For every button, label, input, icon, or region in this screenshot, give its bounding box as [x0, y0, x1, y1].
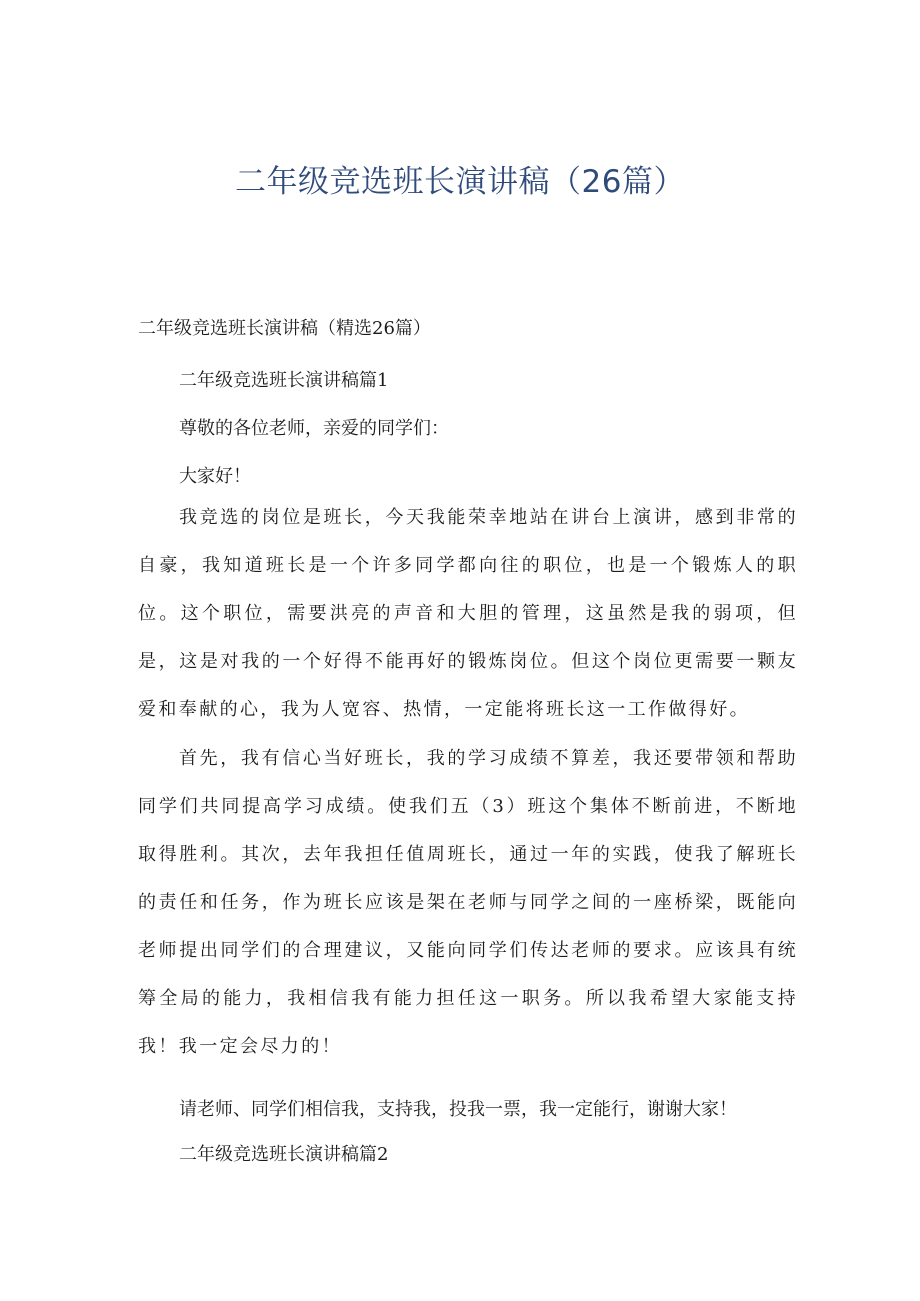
hello-line: 大家好！: [179, 466, 251, 487]
document-title: 二年级竞选班长演讲稿（26篇）: [235, 164, 685, 200]
document-subtitle: 二年级竞选班长演讲稿（精选26篇）: [138, 318, 431, 339]
closing-line: 请老师、同学们相信我，支持我，投我一票，我一定能行，谢谢大家！: [179, 1099, 737, 1120]
section-heading-1: 二年级竞选班长演讲稿篇1: [179, 370, 389, 391]
section-heading-2: 二年级竞选班长演讲稿篇2: [179, 1144, 389, 1165]
body-paragraph-1: 我竞选的岗位是班长，今天我能荣幸地站在讲台上演讲，感到非常的自豪，我知道班长是一个许多同学都向往的职位，也是一个锻炼人的职位。这个职位，需要洪亮的声音和大胆的管理，这虽然是我的弱项，但是，这是对我的一个好得不能再好的锻炼岗位。但这个岗位更需要一颗友爱和奉献的心，我为人宽容、热情，一定能将班长这一工作做得好。: [138, 507, 798, 720]
greeting-line: 尊敬的各位老师，亲爱的同学们：: [179, 418, 449, 439]
body-paragraph-2: 首先，我有信心当好班长，我的学习成绩不算差，我还要带领和帮助同学们共同提高学习成绩。使我们五（3）班这个集体不断前进，不断地取得胜利。其次，去年我担任值周班长，通过一年的实践，使我了解班长的责任和任务，作为班长应该是架在老师与同学之间的一座桥梁，既能向老师提出同学们的合理建议，又能向同学们传达老师的要求。应该具有统筹全局的能力，我相信我有能力担任这一职务。所以我希望大家能支持我！我一定会尽力的！: [138, 748, 798, 1057]
